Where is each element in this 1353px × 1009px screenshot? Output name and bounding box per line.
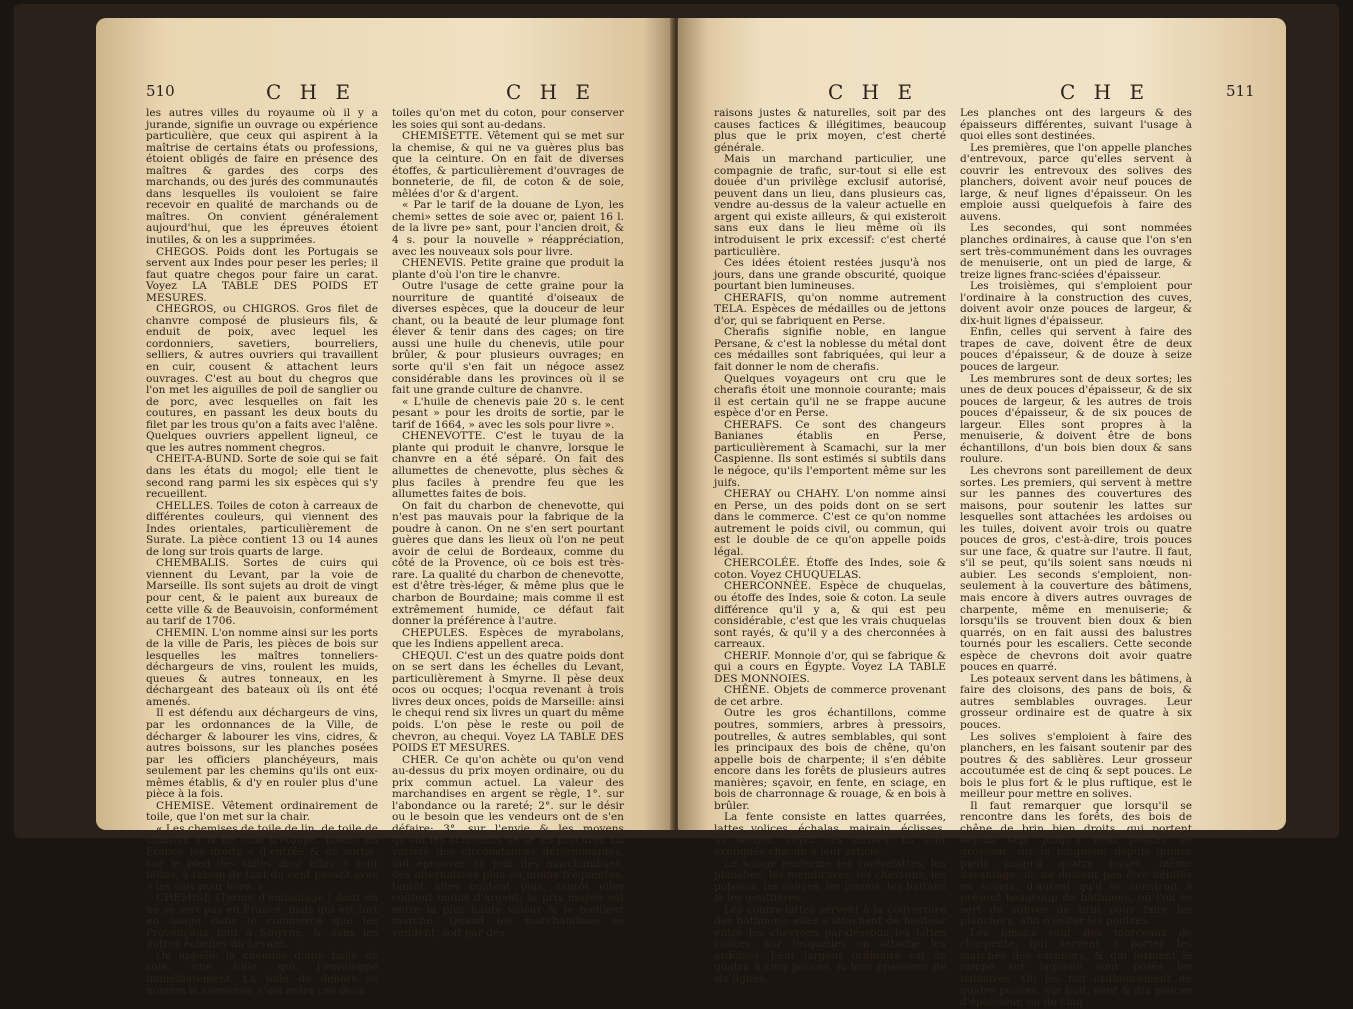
paragraph: « Les chemises de toile de lin, de toile de chanvre » & de toile d'étoupe, paient en France les droits » d'entrée & de sortie, sur le pied des toiles dont elles » sont faites, à raison de tant du cent pesant avec » les sols pour livre. » (146, 822, 378, 893)
paragraph: CHEPULES. Espèces de myrabolans, que les Indiens appellent areca. (392, 626, 624, 651)
paragraph: Les contre-lattes servent à la couverture des bâtimens; elles s'attachent de hauteur entre les chevrons par-dessous les lattes volices, sur lesquelles on attache les ardoises. Leur largeur ordinaire est de quatre à cinq pouces, & leur épaisseur de six lignes. (714, 903, 946, 986)
right-page-number: 511 (1226, 82, 1255, 100)
paragraph: CHEMISE (Terme d'emballage,) dont on ne se sert pas en France, mais qui est fort en usage dans le commerce que les Provençaux font à Smyrne, & dans les autres échelles du Levant. (146, 892, 378, 951)
paragraph: Les limons sont des morceaux de charpente, qui servent à porter les marches des escaliers, & qui forment le rampe sur laquelle sont posés les balustres. On les fait ordinairement de quatre pouces, sur huit, neuf & dix pouces d'épaisseur, ou de cinq (960, 926, 1192, 1009)
right-gutter-shadow (678, 18, 708, 830)
paragraph: CHEQUI. C'est un des quatre poids dont on se sert dans les échelles du Levant, particulièrement à Smyrne. Il pèse deux ocos ou ocques; l'ocqua revenant à trois livres deux onces, poids de Marseille: ainsi le chequi rend six livres un quart du même poids. L'on pèse le reste ou poil de chevron, au chequi. Voyez LA TABLE DES POIDS ET MESURES. (392, 649, 624, 755)
paragraph: CHENEVIS. Petite graine que produit la plante d'où l'on tire le chanvre. (392, 257, 624, 281)
paragraph: CHEGROS, ou CHIGROS. Gros filet de chanvre composé de plusieurs fils, & enduit de poix, avec lequel les cordonniers, savetiers, bourreliers, selliers, & autres ouvriers qui travaillent en cuir, cousent & attachent leurs ouvrages. C'est au bout du chegros que l'on met les aiguilles de poil de sanglier ou de porc, avec lesquelles on fait les coutures, en passant les deux bouts du filet par les trous qu'on a faits avec l'alêne. Quelques ouvriers appellent ligneul, ce que les autres nomment chegros. (146, 303, 378, 454)
paragraph: Cherafis signifie noble, en langue Persane, & c'est la noblesse du métal dont ces médailles sont fabriquées, qui leur a fait donner le nom de cherafis. (714, 326, 946, 374)
paragraph: Les troisièmes, qui s'emploient pour l'ordinaire à la construction des cuves, doivent avoir onze pouces de largeur, & dix-huit lignes d'épaisseur. (960, 280, 1192, 327)
paragraph: CHÊNE. Objets de commerce provenant de cet arbre. (714, 684, 946, 708)
left-column-2 (392, 108, 624, 939)
paragraph: Le sciage renferme les contrelattes, les planches, les membrures, les chevrons, les poteaux, les solives, les limons, les battans & les gouttières. (714, 857, 946, 905)
paragraph: toiles qu'on met du coton, pour conserver les soies qui sont au-dedans. (392, 107, 624, 131)
paragraph: Quelques voyageurs ont cru que le cherafis étoit une monnoie courante; mais il est certain qu'il ne se frappe aucune espèce d'or en Perse. (714, 372, 946, 420)
paragraph: CHERAY ou CHAHY. L'on nomme ainsi en Perse, un des poids dont on se sert dans le commerce. C'est ce qu'on nomme autrement le poids civil, ou commun, qui est le double de ce qu'on appelle poids légal. (714, 488, 946, 558)
paragraph: CHEMIN. L'on nomme ainsi sur les ports de la ville de Paris, les pièces de bois sur lesquelles les maîtres tonneliers-déchargeurs de vins, roulent les muids, queues & autres tonneaux, en les déchargeant des bateaux où ils ont été amenés. (146, 626, 378, 708)
paragraph: CHERAFIS, qu'on nomme autrement TELA. Espèces de médailles ou de jettons d'or, qui se fabriquent en Perse. (714, 291, 946, 327)
paragraph: CHER. Ce qu'on achète ou qu'on vend au-dessus du prix moyen ordinaire, ou du prix commun actuel. La valeur des marchandises en argent se règle, 1°. sur l'abondance ou la rareté; 2°. sur le désir ou le besoin que les vendeurs ont de s'en défaire; 3°. sur l'envie & les moyens qu'ont les acheteurs de se les procurer. La variété des circonstances déterminantes, fait éprouver au prix des marchandises, des alternatives plus ou moins fréquentes; tantôt elles coûtent plus, tantôt elles coûtent moins d'argent; le prix moyen est entre la plus haute valeur & le meilleur marché. Quand les marchandises se vendent, soit par des (392, 753, 624, 939)
paragraph: Les poteaux servent dans les bâtimens, à faire des cloisons, des pans de bois, & autres semblables ouvrages. Leur grosseur ordinaire est de quatre à six pouces. (960, 672, 1192, 731)
paragraph: Outre l'usage de cette graine pour la nourriture de quantité d'oiseaux de diverses espèces, que la douceur de leur chant, ou la beauté de leur plumage font élever & tenir dans des cages; on tire aussi une huile du chenevis, utile pour brûler, & pour plusieurs ouvrages; en sorte qu'il s'en fait un négoce assez considérable dans les provinces où il se fait une grande culture de chanvre. (392, 280, 624, 397)
paragraph: Les chevrons sont pareillement de deux sortes. Les premiers, qui servent à mettre sur les pannes des couvertures des maisons, pour soutenir les lattes sur lesquelles sont attachées les ardoises ou les tuiles, doivent avoir trois ou quatre pouces de gros, c'est-à-dire, trois pouces sur une face, & quatre sur l'autre. Il faut, s'il se peut, qu'ils soient sans nœuds ni aubier. Les seconds s'emploient, non-seulement à la couverture des bâtimens, mais encore à divers autres ouvrages de charpente, même en menuiserie; & lorsqu'ils se trouvent bien doux & bien quarrés, on en fait aussi des balustres tournés pour les escaliers. Cette seconde espèce de chevrons doit avoir quatre pouces en quarré. (960, 464, 1192, 674)
paragraph: Les solives s'emploient à faire des planchers, en les faisant soutenir par des poutres & des sablières. Leur grosseur accoutumée est de cinq & sept pouces. Le bois le plus fort & le plus ruftique, est le meilleur pour mettre en solives. (960, 730, 1192, 801)
paragraph: CHERCONNÉE. Espèce de chuquelas, ou étoffe des Indes, soie & coton. La seule différence qu'il y a, & qui est peu considérable, c'est que les vrais chuquelas sont rayés, & qu'il y a des cherconnées à carreaux. (714, 580, 946, 651)
left-column-1 (146, 108, 378, 997)
right-running-head-1: C H E (828, 80, 919, 104)
paragraph: CHEIT-A-BUND. Sorte de soie qui se fait dans les états du mogol; elle tient le second rang parmi les six espèces qui s'y recueillent. (146, 453, 378, 501)
paragraph: Les planches ont des largeurs & des épaisseurs différentes, suivant l'usage à quoi elles sont destinées. (960, 107, 1192, 143)
left-running-head-2: C H E (506, 80, 597, 104)
paragraph: Enfin, celles qui servent à faire des trapes de cave, doivent être de deux pouces d'épaisseur, & de douze à seize pouces de largeur. (960, 326, 1192, 374)
paragraph: CHEMISE. Vêtement ordinairement de toile, que l'on met sur la chair. (146, 799, 378, 824)
paragraph: Ces idées étoient restées jusqu'à nos jours, dans une grande obscurité, quoique pourtant bien lumineuses. (714, 257, 946, 293)
paragraph: On appelle la chemise d'une balle de soie, une toile qui l'enveloppe immédiatement. La toile de dehors se nomme le canneras; c'est entre ces deux (146, 949, 378, 997)
left-page (96, 18, 674, 997)
paragraph: « L'huile de chenevis paie 20 s. le cent pesant » pour les droits de sortie, par le tarif de 1664, » avec les sols pour livre ». (392, 395, 624, 431)
paragraph: Les secondes, qui sont nommées planches ordinaires, à cause que l'on s'en sert très-communément dans les ouvrages de menuiserie, ont un pied de large, & treize lignes franc-sciées d'épaisseur. (960, 222, 1192, 281)
paragraph: On fait du charbon de chenevotte, qui n'est pas mauvais pour la fabrique de la poudre à canon. On ne s'en sert pourtant guères que dans les lieux où l'on ne peut avoir de celui de Bordeaux, comme du côté de la Provence, où ce bois est très-rare. La qualité du charbon de chenevotte, est d'être très-léger, & même plus que le charbon de Bourdaine; mais comme il est extrêmement humide, ce défaut fait donner la préférence à l'autre. (392, 499, 624, 628)
left-page-number: 510 (146, 82, 175, 100)
paragraph: CHEMBALIS. Sortes de cuirs qui viennent du Levant, par la voie de Marseille. Ils sont sujets au droit de vingt pour cent, & le paient aux bureaux de cette ville & de Beauvoisin, conformément au tarif de 1706. (146, 557, 378, 628)
paragraph: CHEMISETTE. Vêtement qui se met sur la chemise, & qui ne va guères plus bas que la ceinture. On en fait de diverses étoffes, & particulièrement d'ouvrages de bonneterie, de fil, de coton & de soie, mêlées d'or & d'argent. (392, 130, 624, 200)
paragraph: CHERCOLÉE. Étoffe des Indes, soie & coton. Voyez CHUQUELAS. (714, 557, 946, 581)
paragraph: Mais un marchand particulier, une compagnie de trafic, sur-tout si elle est douée d'un privilège exclusif autorisé, peuvent dans un lieu, dans plusieurs cas, vendre au-dessus de la valeur actuelle en argent qui existe ailleurs, & qui existeroit sans eux dans le lieu même où ils introduisent le prix excessif: c'est cherté particulière. (714, 153, 946, 258)
paragraph: raisons justes & naturelles, soit par des causes factices & illégitimes, beaucoup plus que le prix moyen, c'est cherté générale. (714, 107, 946, 154)
paragraph: CHEGOS. Poids dont les Portugais se servent aux Indes pour peser les perles; il faut quatre chegos pour faire un carat. Voyez LA TABLE DES POIDS ET MESURES. (146, 245, 378, 304)
paragraph: La fente consiste en lattes quarrées, lattes volices, échalas, mairain, éclisses, ou seches. Voyez ces termes; ils sont expliqués chacun à leur article. (714, 811, 946, 858)
paragraph: « Par le tarif de la douane de Lyon, les chemi» settes de soie avec or, paient 16 l. de la livre pe» sant, pour l'ancien droit, & 4 s. pour la nouvelle » réappréciation, avec les nouveaux sols pour livre. (392, 199, 624, 258)
paragraph: Les premières, que l'on appelle planches d'entrevoux, parce qu'elles servent à couvrir les entrevoux des solives des planchers, doivent avoir neuf pouces de large, & neuf lignes d'épaisseur. On les emploie aussi quelquefois à faire des auvens. (960, 141, 1192, 223)
paragraph: Les membrures sont de deux sortes; les unes de deux pouces d'épaisseur, & de six pouces de largeur, & les autres de trois pouces d'épaisseur, & de six pouces de largeur. Elles sont propres à la menuiserie, & doivent être de bons échantillons, d'un bois bien doux & sans roulure. (960, 372, 1192, 466)
paragraph: les autres villes du royaume où il y a jurande, signifie un ouvrage ou expérience particulière, que ceux qui aspirent à la maîtrise de certains états ou professions, étoient obligés de faire en présence des maîtres & gardes des corps des marchands, ou des jurés des communautés dans lesquelles ils vouloient se faire recevoir en qualité de marchands ou de maîtres. On convient généralement aujourd'hui, que les épreuves étoient inutiles, & on les a supprimées. (146, 107, 378, 247)
paragraph: Il est défendu aux déchargeurs de vins, par les ordonnances de la Ville, de décharger & labourer les vins, cidres, & autres boissons, sur les planches posées par les officiers planchéyeurs, mais seulement par les chemins qu'ils ont eux-mêmes établis, & d'y en rouler plus d'une pièce à la fois. (146, 707, 378, 801)
right-page (678, 18, 1286, 1009)
paragraph: CHELLES. Toiles de coton à carreaux de différentes couleurs, qui viennent des Indes orientales, particulièrement de Surate. La pièce contient 13 ou 14 aunes de long sur trois quarts de large. (146, 499, 378, 558)
paragraph: Outre les gros échantillons, comme poutres, sommiers, arbres à pressoirs, poutrelles, & autres semblables, qui sont les principaux des bois de chêne, qu'on appelle bois de charpente; il s'en débite encore dans les forêts de plusieurs autres manières; sçavoir, en fente, en sciage, en bois de charronnage & rouage, & en bois à brûler. (714, 707, 946, 812)
paragraph: CHERIF. Monnoie d'or, qui se fabrique & qui a cours en Égypte. Voyez LA TABLE DES MONNOIES. (714, 649, 946, 685)
paragraph: CHERAFS. Ce sont des changeurs Banianes établis en Perse, particulièrement à Scamachi, sur la mer Caspienne. Ils sont estimés si subtils dans le négoce, qu'ils l'emportent même sur les juifs. (714, 418, 946, 489)
paragraph: Il faut remarquer que lorsqu'il se rencontre dans les forêts, des bois de chêne de brin bien droits, qui portent depuis sept jusqu'à neuf pouces de grosseur, sur la longueur, depuis quinze pieds jusqu'à quatre toises, même davantage, ils ne doivent pas être débités en sciage, d'autant qu'il se construit à présent beaucoup de bâtimens, où l'on se sert de solives de brin pour faire les planchers, afin d'éviter les poutres. (960, 799, 1192, 928)
right-column-2 (960, 108, 1192, 1009)
left-running-head-1: C H E (266, 80, 357, 104)
right-running-head-2: C H E (1060, 80, 1151, 104)
right-column-1 (714, 108, 946, 986)
paragraph: CHENEVOTTE. C'est le tuyau de la plante qui produit le chanvre, lorsque le chanvre en a été séparé. On fait des allumettes de chenevotte, plus sèches & plus faciles à prendre feu que les allumettes faites de bois. (392, 430, 624, 501)
